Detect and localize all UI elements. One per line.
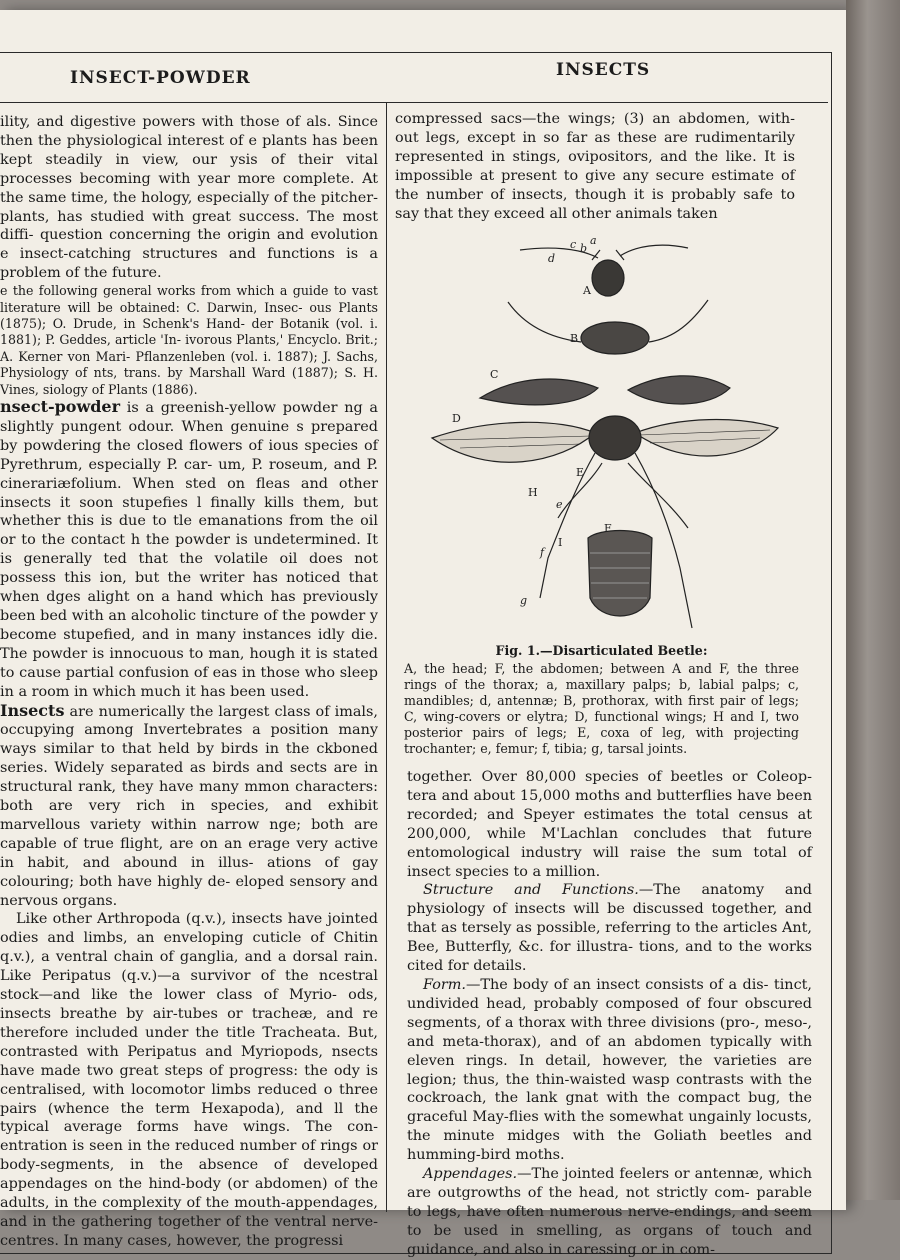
figure-label-a: a: [590, 234, 597, 247]
running-head-left: INSECT-POWDER: [70, 68, 251, 88]
figure-label-c: c: [570, 238, 577, 251]
figure-label-e: e: [556, 498, 563, 511]
figure-label-E: E: [576, 466, 585, 479]
paragraph-insectivorous-end: ility, and digestive powers with those of als. Since then the physiological interest of e plants has been kept steadily in view, our ysis of their vital processes becoming with year more complete. At the same time, the hology, especially of the pitcher-plants, has studied with great success. The most diffi- question concerning the origin and evolution e insect-catching structures and functions is a problem of the future.: [0, 114, 378, 282]
beetle-prothorax: [508, 300, 708, 354]
figure-label-f: f: [540, 546, 545, 559]
running-head-right: INSECTS: [556, 60, 651, 80]
entry-head-insect-powder: nsect-powder: [0, 397, 121, 416]
paragraph-structure: [407, 881, 812, 976]
appendages-body: —The jointed feelers or antennæ, which are outgrowths of the head, not strictly com- parable to legs, have often numerous nerve-endings, and seem to be used in smelling, as organs of touch and guidance, and also in caressing or in com-: [407, 1166, 812, 1258]
structure-body: —The anatomy and physiology of insects will be discussed together, and that as tersely as possible, referring to the articles Ant, Bee, Butterfly, &c. for illustra- tions, and to the works cited for details.: [407, 882, 812, 975]
header-rule: [0, 102, 828, 103]
paragraph-species-count: together. Over 80,000 species of beetles or Coleop- tera and about 15,000 moths and butterflies have been recorded; and Speyer estimates the total census at 200,000, while M'Lachlan concludes that future entomological industry will raise the sum total of insect species to a million.: [407, 769, 812, 880]
paragraph-wings: compressed sacs—the wings; (3) an abdomen, with- out legs, except in so far as these are rudimentarily represented in stings, ovipositors, and the like. It is impossible at present to give any secure estimate of the number of insects, though it is probably safe to say that they exceed all other animals taken: [395, 111, 795, 222]
subhead-appendages: Appendages.: [423, 1166, 518, 1183]
figure-label-d: d: [548, 252, 556, 265]
figure-title: Fig. 1.—Disarticulated Beetle:: [495, 643, 708, 658]
figure-label-B: B: [570, 332, 579, 345]
book-gutter-edge: [846, 0, 900, 1200]
entry-body-insect-powder: is a greenish-yellow powder ng a slightly pungent odour. When genuine s prepared by powdering the closed flowers of ious species of Pyrethrum, especially P. car- um, P. roseum, and P. cinerariæfolium. When sted on fleas and other insects it soon stupefies l finally kills them, but whether this is due to tle emanations from the oil or to the contact h the powder is undetermined. It is generally ted that the volatile oil does not possess this ion, but the writer has noticed that when dges alight on a hand which has previously been bed with an alcoholic tincture of the powder y become stupefied, and in many instances idly die. The powder is innocuous to man, hough it is stated to cause partial confusion of eas in those who sleep in a room in which much it has been used.: [0, 400, 378, 700]
beetle-wings: [432, 416, 778, 462]
figure-label-I: I: [558, 536, 563, 549]
entry-insect-powder: [0, 398, 378, 702]
figure-label-F: F: [604, 522, 612, 535]
subhead-structure: Structure and Functions.: [423, 882, 639, 899]
form-body: —The body of an insect consists of a dis- tinct, undivided head, probably composed of four obscured segments, of a thorax with three divisions (pro-, meso-, and meta-thorax), and of an abdomen typically with eleven rings. In detail, however, the varieties are legion; thus, the thin-waisted wasp contrasts with the cockroach, the lank gnat with the compact bug, the graceful May-flies with the somewhat ungainly locusts, the minute midges with the Goliath beetles and humming-bird moths.: [407, 976, 812, 1164]
beetle-abdomen: [588, 531, 652, 617]
paragraph-arthropoda: Like other Arthropoda (q.v.), insects have jointed odies and limbs, an enveloping cuticle of Chitin q.v.), a ventral chain of ganglia, and a dorsal rain. Like Peripatus (q.v.)—a survivor of the ncestral stock—and like the lower class of Myrio- ods, insects breathe by air-tubes or tracheæ, and re therefore included under the title Tracheata. But, contrasted with Peripatus and Myriopods, nsects have made two great steps of progress: the ody is centralised, with locomotor limbs reduced o three pairs (whence the term Hexapoda), and ll the typical average forms have wings. The con- entration is seen in the reduced number of rings or body-segments, in the absence of developed appendages on the hind-body (or abdomen) of the adults, in the complexity of the mouth-appendages, and in the gathering together of the ventral nerve- centres. In many cases, however, the progressi: [0, 911, 378, 1249]
left-column: [0, 113, 378, 1251]
figure-label-C: C: [490, 368, 499, 381]
paragraph-appendages: [407, 1165, 812, 1260]
beetle-head: [520, 245, 688, 296]
book-page: [0, 10, 846, 1258]
column-rule: [386, 102, 387, 1212]
figure-caption-text: A, the head; F, the abdomen; between A and F, the three rings of the thorax; a, maxillary palps; b, labial palps; c, mandibles; d, antennæ; B, prothorax, with first pair of legs; C, wing-covers or elytra; D, functional wings; H and I, two posterior pairs of legs; E, coxa of leg, with projecting trochanter; e, femur; f, tibia; g, tarsal joints.: [404, 661, 799, 756]
figure-caption: [404, 643, 799, 757]
paragraph-form: [407, 976, 812, 1165]
figure-label-A: A: [583, 284, 591, 297]
figure-label-b: b: [580, 242, 588, 255]
beetle-figure: [430, 234, 780, 638]
entry-insects: [0, 702, 378, 911]
figure-label-g: g: [520, 594, 528, 607]
entry-head-insects: Insects: [0, 700, 65, 720]
subhead-form: Form.: [423, 976, 466, 993]
figure-label-D: D: [452, 412, 461, 425]
beetle-elytra: [480, 376, 730, 405]
right-column-bottom: [407, 768, 812, 1260]
references-paragraph: e the following general works from which a guide to vast literature will be obtained: C. Darwin, Insec- ous Plants (1875); O. Drude, in Schenk's Hand- der Botanik (vol. i. 1881); P. Geddes, article 'In- ivorous Plants,' Encyclo. Brit.; A. Kerner von Mari- Pflanzenleben (vol. i. 1887); J. Sachs, Physiology of nts, trans. by Marshall Ward (1887); S. H. Vines, siology of Plants (1886).: [0, 283, 378, 397]
figure-label-H: H: [528, 486, 538, 499]
entry-body-insects: are numerically the largest class of imals, occupying among Invertebrates a position many ways similar to that held by birds in the ckboned series. Widely separated as birds and sects are in structural rank, they have many mmon characters: both are very rich in species, and exhibit marvellous variety within narrow nge; both are capable of true flight, are on an erage very active in habit, and abound in illus- ations of gay colouring; both have highly de- eloped sensory and nervous organs.: [0, 703, 378, 909]
right-column-top: [395, 110, 795, 223]
